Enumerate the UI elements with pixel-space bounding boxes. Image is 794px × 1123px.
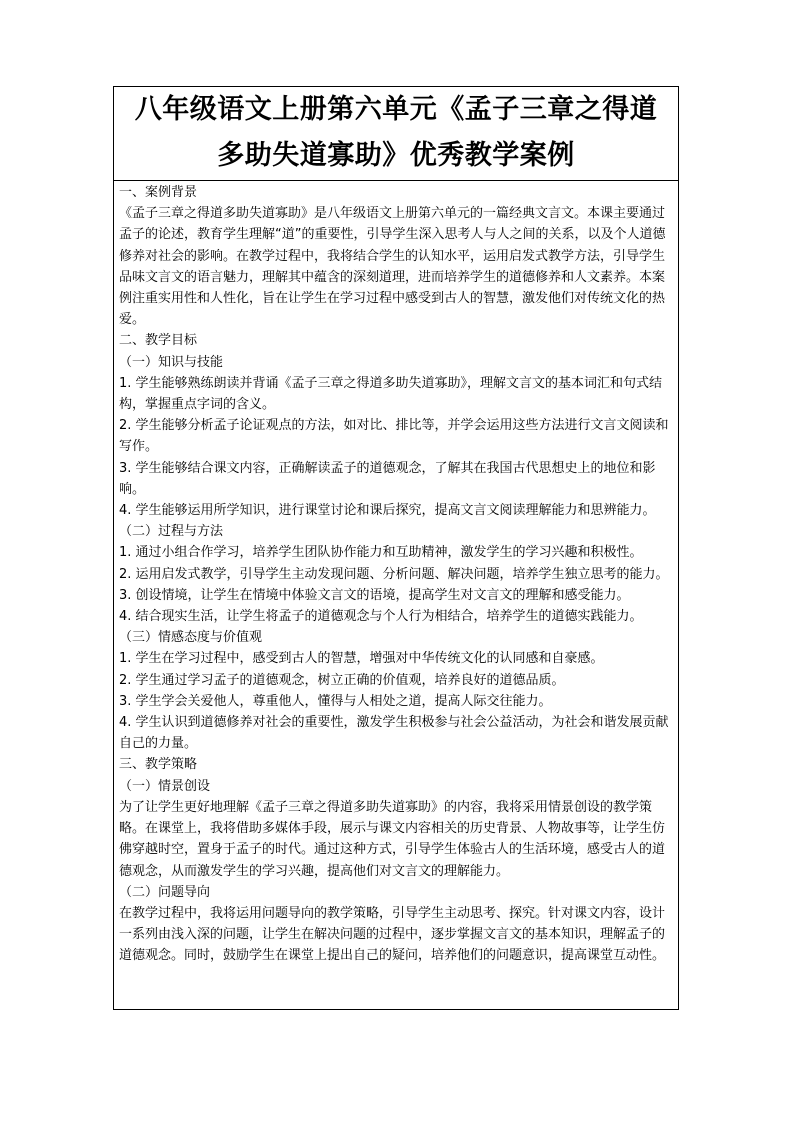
body-paragraph: 1. 通过小组合作学习，培养学生团队协作能力和互助精神，激发学生的学习兴趣和积极性。 [119,545,643,561]
subsection-heading: （三）情感态度与价值观 [119,630,263,646]
page-title-line-1: 八年级语文上册第六单元《孟子三章之得道 [134,94,658,125]
document-frame [113,86,679,1010]
section-heading: 三、教学策略 [119,757,198,773]
body-paragraph: 1. 学生在学习过程中，感受到古人的智慧，增强对中华传统文化的认同感和自豪感。 [119,651,604,667]
section-heading: 一、案例背景 [119,185,198,200]
section-heading: 二、教学目标 [119,333,198,349]
body-paragraph: 在教学过程中，我将运用问题导向的教学策略，引导学生主动思考、探究。针对课文内容，设计一系列由浅入深的问题，让学生在解决问题的过程中，逐步掌握文言文的基本知识，理解孟子的道德观念。同时，鼓励学生在课堂上提出自己的疑问，培养他们的问题意识，提高课堂互动性。 [119,905,666,964]
body-paragraph: 1. 学生能够熟练朗读并背诵《孟子三章之得道多助失道寡助》，理解文言文的基本词汇和句式结构，掌握重点字词的含义。 [119,375,663,413]
body-paragraph: 为了让学生更好地理解《孟子三章之得道多助失道寡助》的内容，我将采用情景创设的教学策略。在课堂上，我将借助多媒体手段，展示与课文内容相关的历史背景、人物故事等，让学生仿佛穿越时空，置身于孟子的时代。通过这种方式，引导学生体验古人的生活环境，感受古人的道德观念，从而激发学生的学习兴趣，提高他们对文言文的理解能力。 [119,799,666,879]
body-paragraph: 4. 学生认识到道德修养对社会的重要性，激发学生积极参与社会公益活动，为社会和谐发展贡献自己的力量。 [119,715,669,752]
subsection-heading: （一）情景创设 [119,778,211,794]
body-paragraph: 3. 学生学会关爱他人，尊重他人，懂得与人相处之道，提高人际交往能力。 [119,693,552,709]
body-paragraph: 3. 创设情境，让学生在情境中体验文言文的语境，提高学生对文言文的理解和感受能力。 [119,587,630,603]
body-paragraph: 3. 学生能够结合课文内容，正确解读孟子的道德观念，了解其在我国古代思想史上的地位和影响。 [119,460,656,497]
body-paragraph: 4. 学生能够运用所学知识，进行课堂讨论和课后探究，提高文言文阅读理解能力和思辨能力。 [119,503,656,519]
subsection-heading: （二）过程与方法 [119,524,224,540]
body-paragraph: 《孟子三章之得道多助失道寡助》是八年级语文上册第六单元的一篇经典文言文。本课主要通过孟子的论述，教育学生理解“道”的重要性，引导学生深入思考人与人之间的关系，以及个人道德修养对社会的影响。在教学过程中，我将结合学生的认知水平，运用启发式教学方法，引导学生品味文言文的语言魅力，理解其中蕴含的深刻道理，进而培养学生的道德修养和人文素养。本案例注重实用性和人性化，旨在让学生在学习过程中感受到古人的智慧，激发他们对传统文化的热爱。 [119,206,666,328]
subsection-heading: （一）知识与技能 [119,354,224,370]
body-paragraph: 2. 学生能够分析孟子论证观点的方法，如对比、排比等，并学会运用这些方法进行文言文阅读和写作。 [119,418,669,455]
body-paragraph: 2. 运用启发式教学，引导学生主动发现问题、分析问题、解决问题，培养学生独立思考的能力。 [119,566,669,582]
page-title-line-2: 多助失道寡助》优秀教学案例 [217,140,575,171]
body-paragraph: 2. 学生通过学习孟子的道德观念，树立正确的价值观，培养良好的道德品质。 [119,672,565,688]
body-paragraph: 4. 结合现实生活，让学生将孟子的道德观念与个人行为相结合，培养学生的道德实践能力。 [119,609,643,625]
subsection-heading: （二）问题导向 [119,884,211,900]
document-body [119,182,674,967]
title-cell [114,87,678,181]
